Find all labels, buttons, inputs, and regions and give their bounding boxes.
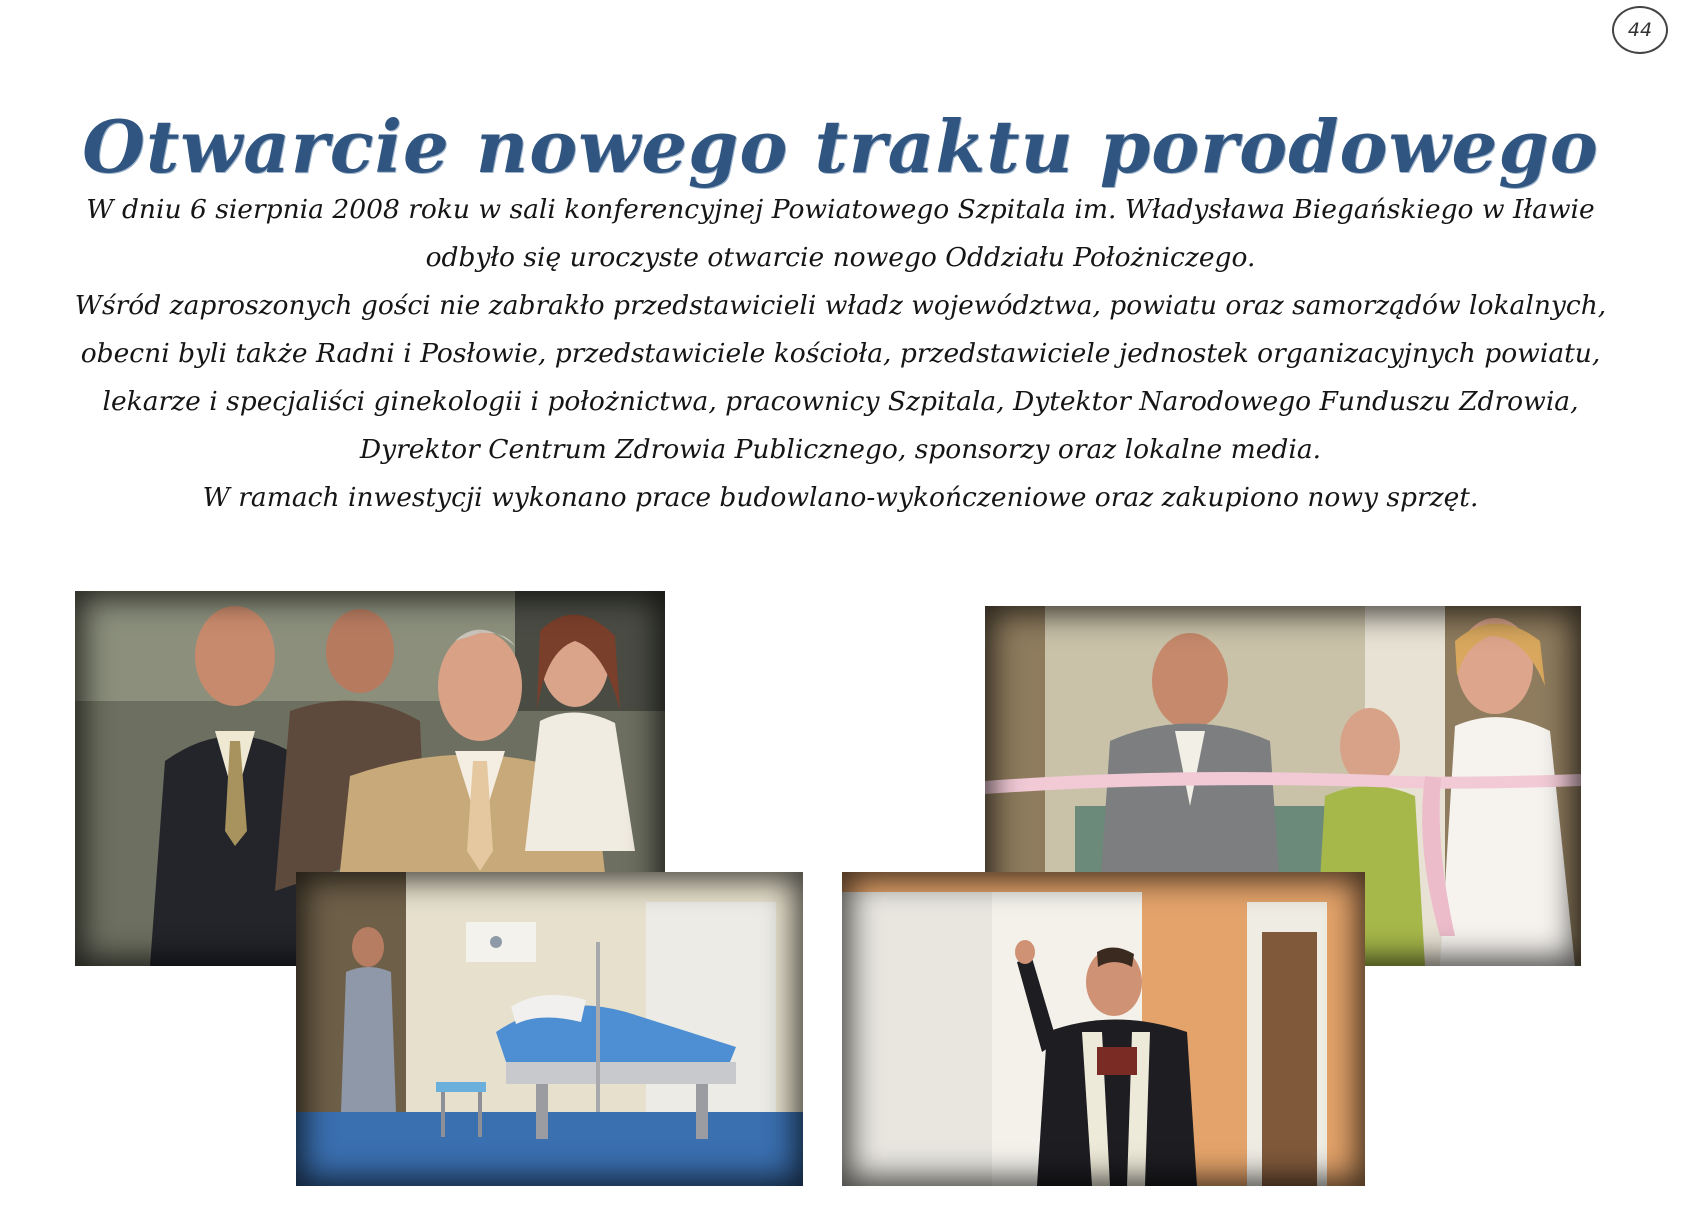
photo-blessing-image xyxy=(842,872,1365,1186)
article-line: W ramach inwestycji wykonano prace budowlano-wykończeniowe oraz zakupiono nowy sprzęt. xyxy=(202,482,1479,513)
photo-blessing xyxy=(842,872,1365,1186)
article-line: Dyrektor Centrum Zdrowia Publicznego, sponsorzy oraz lokalne media. xyxy=(359,434,1322,465)
article-line: lekarze i specjaliści ginekologii i położnictwa, pracownicy Szpitala, Dytektor Narodowego Funduszu Zdrowia, xyxy=(102,386,1579,417)
article-line: odbyło się uroczyste otwarcie nowego Oddziału Położniczego. xyxy=(425,242,1256,273)
article-text xyxy=(20,186,1661,522)
page-title: Otwarcie nowego traktu porodowego xyxy=(82,104,1599,190)
page-number-label: 44 xyxy=(1627,19,1653,41)
photo-delivery-room xyxy=(296,872,803,1186)
page-number xyxy=(1612,6,1668,54)
photo-delivery-room-image xyxy=(296,872,803,1186)
article-line: W dniu 6 sierpnia 2008 roku w sali konferencyjnej Powiatowego Szpitala im. Władysława Biegańskiego w Iławie xyxy=(86,194,1595,225)
article-line: obecni byli także Radni i Posłowie, przedstawiciele kościoła, przedstawiciele jednostek organizacyjnych powiatu, xyxy=(80,338,1601,369)
article-line: Wśród zaproszonych gości nie zabrakło przedstawicieli władz województwa, powiatu oraz samorządów lokalnych, xyxy=(74,290,1607,321)
